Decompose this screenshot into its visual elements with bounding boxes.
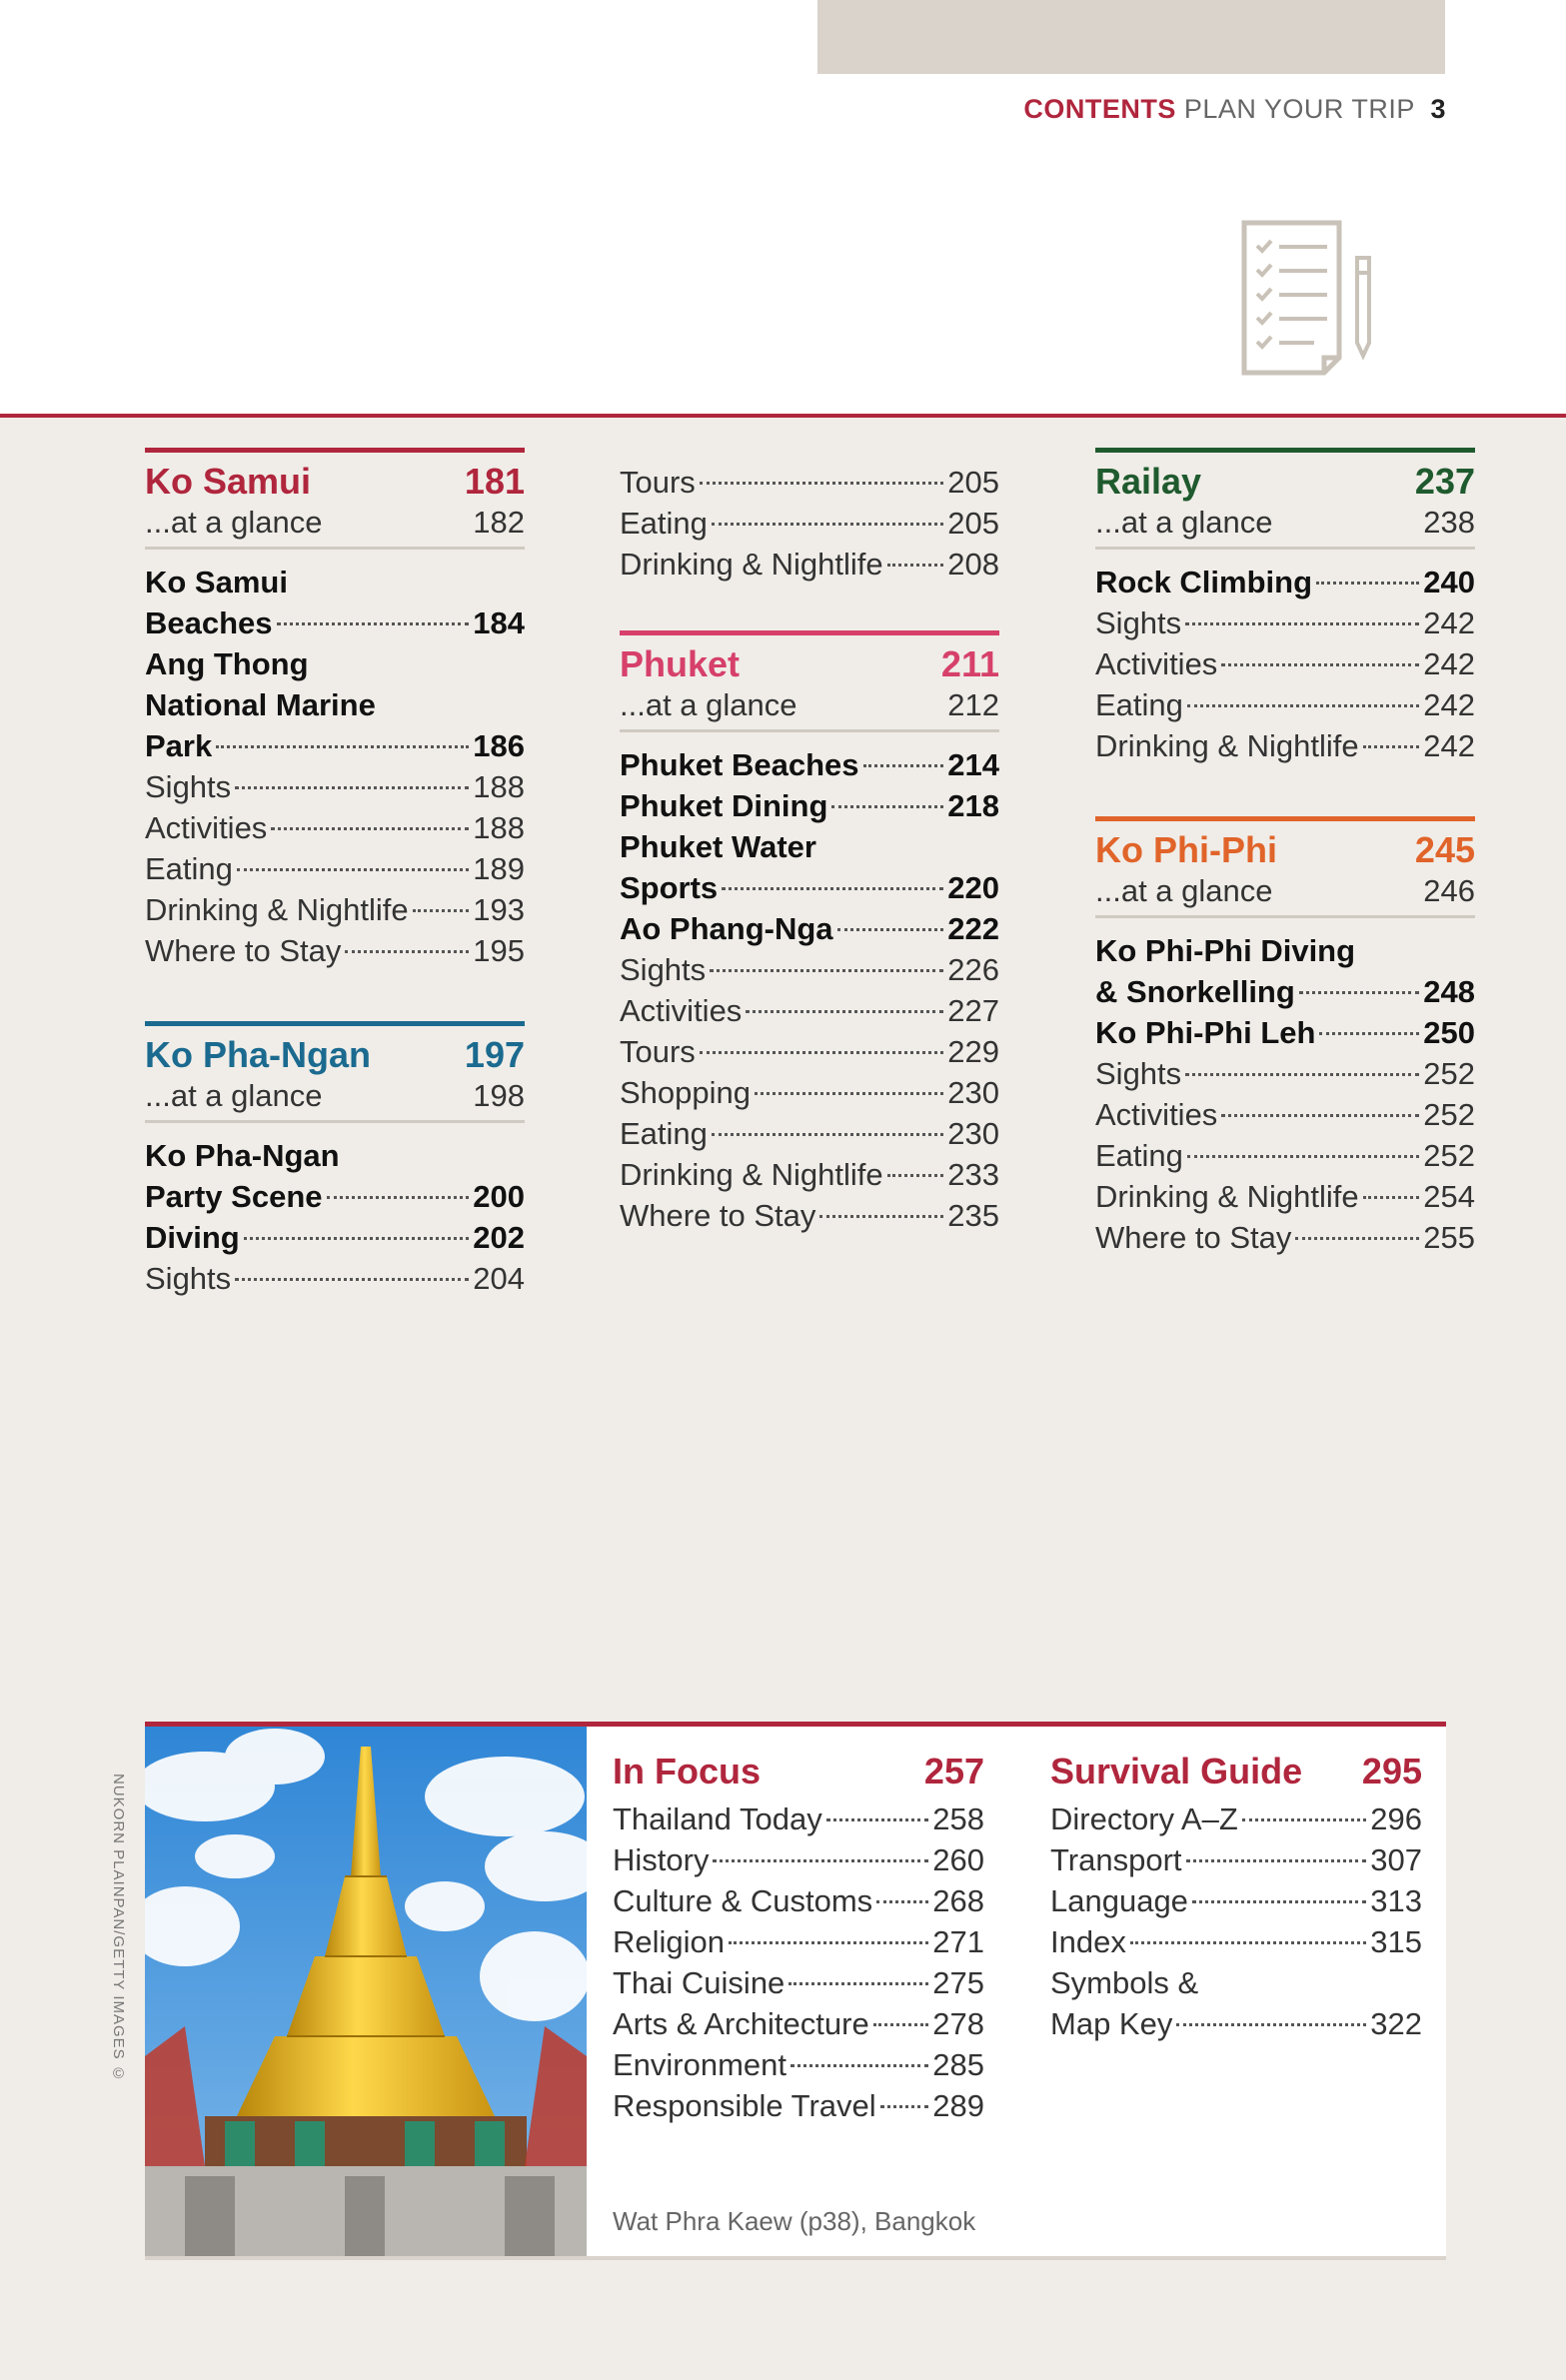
toc-entry[interactable] [620,544,999,585]
section-ko-pha-ngan [145,1021,525,1299]
entry-label: Eating [620,1116,708,1151]
section-railay [1095,448,1475,766]
entry-page: 258 [932,1801,984,1836]
entry-page: 296 [1370,1801,1422,1836]
entry-page: 208 [947,547,999,582]
toc-entry-feature[interactable] [145,643,525,766]
entry-page: 189 [473,851,525,886]
entry-label: Activities [145,810,268,845]
entry-page: 193 [473,892,525,927]
glance-label: ...at a glance [1095,505,1273,540]
entry-page: 200 [473,1179,525,1214]
toc-entry[interactable] [1095,602,1475,643]
section-heading[interactable] [1050,1741,1422,1792]
entry-label-line1: Ko Pha-Ngan [145,1138,340,1173]
entry-page: 250 [1423,1015,1475,1050]
photo-credit: NUKORN PLAINPAN/GETTY IMAGES © [110,1774,127,2083]
entry-label: Index [1050,1924,1126,1959]
entry-page: 202 [473,1220,525,1255]
entry-label: History [613,1842,710,1877]
section-title: Phuket [620,643,741,684]
toc-entry[interactable] [1095,1053,1475,1094]
toc-entry[interactable] [1050,1798,1422,1839]
entry-label: Sights [620,952,707,987]
entry-label: Activities [1095,1097,1218,1132]
entry-label: Where to Stay [1095,1220,1292,1255]
toc-entry-feature[interactable] [620,826,999,908]
entry-page: 254 [1423,1179,1475,1214]
at-a-glance-entry[interactable] [145,1076,525,1123]
entry-page: 204 [473,1261,525,1296]
header-rule [0,414,1566,418]
section-phuket [620,630,999,1236]
section-ko-phi-phi [1095,816,1475,1258]
section-title: Railay [1095,461,1202,502]
entry-page: 227 [947,993,999,1028]
entry-page: 240 [1423,565,1475,599]
toc-entry[interactable] [145,930,525,971]
entry-label: Map Key [1050,2006,1173,2041]
entry-page: 195 [473,933,525,968]
glance-label: ...at a glance [145,1078,323,1113]
section-page: 197 [464,1034,525,1075]
toc-entry[interactable] [620,462,999,503]
section-page: 211 [940,643,999,684]
entry-label: Culture & Customs [613,1883,873,1918]
wat-phra-kaew-photo [145,1727,587,2256]
glance-page: 198 [473,1078,525,1113]
entry-page: 220 [947,870,999,905]
glance-page: 212 [947,687,999,722]
section-page: 237 [1414,461,1475,502]
toc-entry[interactable] [1050,1921,1422,1962]
entry-label: Park [145,728,213,763]
toc-entry[interactable] [613,1798,984,1839]
section-page: 257 [923,1751,984,1791]
entry-label: Responsible Travel [613,2088,876,2123]
entry-label-line1: Ko Samui [145,565,288,599]
entry-label: Shopping [620,1075,752,1110]
section-page: 181 [464,461,525,502]
entry-label: Ao Phang-Nga [620,911,833,946]
section-title: Survival Guide [1050,1751,1303,1791]
entry-page: 285 [932,2047,984,2082]
entry-page: 271 [932,1924,984,1959]
glance-page: 182 [473,505,525,540]
section-title: Ko Phi-Phi [1095,829,1277,870]
section-heading[interactable] [613,1741,984,1792]
in-focus-section [613,1741,984,2126]
running-head-section: PLAN YOUR TRIP [1183,94,1415,124]
entry-page: 230 [947,1116,999,1151]
entry-label: Where to Stay [145,933,342,968]
entry-label: Environment [613,2047,787,2082]
entry-page: 242 [1423,687,1475,722]
entry-label: Arts & Architecture [613,2006,869,2041]
glance-label: ...at a glance [1095,873,1273,908]
entry-label: Drinking & Nightlife [145,892,409,927]
running-head-contents: CONTENTS [1023,94,1176,124]
entry-label: Sights [1095,1056,1182,1091]
section-title: Ko Pha-Ngan [145,1034,372,1075]
survival-guide-section [1050,1741,1422,2044]
entry-label-line1: Symbols & [1050,1965,1199,2000]
toc-entry[interactable] [620,503,999,544]
entry-page: 252 [1423,1056,1475,1091]
entry-page: 226 [947,952,999,987]
entry-page: 322 [1370,2006,1422,2041]
entry-page: 222 [947,911,999,946]
entry-page: 184 [473,605,525,640]
entry-page: 289 [932,2088,984,2123]
toc-entry-feature[interactable] [620,744,999,785]
entry-label: Drinking & Nightlife [1095,1179,1359,1214]
section-heading[interactable] [620,630,999,685]
entry-page: 248 [1423,974,1475,1009]
entry-page: 275 [932,1965,984,2000]
toc-entry[interactable] [1050,1962,1422,2044]
entry-page: 242 [1423,646,1475,681]
entry-label: Where to Stay [620,1198,816,1233]
toc-entry[interactable] [1095,1176,1475,1217]
section-ko-pha-ngan-continued [620,462,999,585]
glance-label: ...at a glance [620,687,797,722]
entry-label: Phuket Beaches [620,747,859,782]
entry-label: Transport [1050,1842,1182,1877]
entry-label: Sights [1095,605,1182,640]
entry-page: 315 [1370,1924,1422,1959]
entry-label: Directory A–Z [1050,1801,1238,1836]
entry-page: 235 [947,1198,999,1233]
toc-entry[interactable] [145,766,525,807]
entry-page: 205 [947,465,999,500]
entry-label: Eating [1095,1138,1183,1173]
entry-page: 229 [947,1034,999,1069]
toc-entry-feature[interactable] [1095,562,1475,602]
section-heading[interactable] [1095,816,1475,871]
entry-label: Thailand Today [613,1801,822,1836]
entry-label: Party Scene [145,1179,323,1214]
at-a-glance-entry[interactable] [620,685,999,732]
entry-page: 278 [932,2006,984,2041]
entry-label: Diving [145,1220,240,1255]
running-head [1023,94,1446,125]
page-number: 3 [1430,94,1446,124]
entry-page: 260 [932,1842,984,1877]
section-heading[interactable] [145,448,525,503]
toc-entry[interactable] [1095,1217,1475,1258]
entry-label: Drinking & Nightlife [1095,728,1359,763]
entry-page: 188 [473,769,525,804]
entry-page: 186 [473,728,525,763]
glance-page: 246 [1423,873,1475,908]
entry-page: 252 [1423,1138,1475,1173]
entry-page: 268 [932,1883,984,1918]
toc-entry-feature[interactable] [145,562,525,643]
header-tab [817,0,1445,74]
toc-column-2 [620,462,999,1286]
toc-column-3 [1095,448,1475,1308]
glance-label: ...at a glance [145,505,323,540]
entry-label: Tours [620,1034,696,1069]
toc-entry[interactable] [613,1880,984,1921]
entry-page: 252 [1423,1097,1475,1132]
entry-label-line1: Ko Phi-Phi Diving [1095,933,1356,968]
toc-entry[interactable] [613,1839,984,1880]
entry-label: Drinking & Nightlife [620,547,883,582]
at-a-glance-entry[interactable] [1095,871,1475,918]
section-heading[interactable] [145,1021,525,1076]
section-page: 295 [1361,1751,1422,1791]
toc-entry[interactable] [620,1154,999,1195]
toc-entry-feature[interactable] [1095,1012,1475,1053]
entry-label: Tours [620,465,696,500]
toc-entry[interactable] [1095,725,1475,766]
checklist-icon [1239,218,1379,378]
toc-entry[interactable] [145,848,525,889]
toc-entry[interactable] [1050,1880,1422,1921]
entry-label: Rock Climbing [1095,565,1313,599]
entry-label: Language [1050,1883,1188,1918]
bottom-panel [145,1727,1446,2260]
toc-entry[interactable] [613,2003,984,2044]
entry-label: Beaches [145,605,273,640]
entry-label: Eating [1095,687,1183,722]
toc-entry[interactable] [620,990,999,1031]
section-ko-samui [145,448,525,971]
toc-entry[interactable] [1095,1135,1475,1176]
entry-page: 242 [1423,728,1475,763]
toc-entry[interactable] [620,1031,999,1072]
entry-label: Religion [613,1924,726,1959]
toc-entry[interactable] [620,1072,999,1113]
entry-label: Thai Cuisine [613,1965,785,2000]
toc-entry[interactable] [613,2044,984,2085]
entry-page: 205 [947,506,999,541]
toc-entry[interactable] [145,1258,525,1299]
entry-label: Ko Phi-Phi Leh [1095,1015,1316,1050]
toc-entry[interactable] [613,1962,984,2003]
toc-entry[interactable] [1095,684,1475,725]
entry-label: Drinking & Nightlife [620,1157,883,1192]
toc-entry[interactable] [620,1113,999,1154]
entry-label-line2: National Marine [145,687,376,722]
section-title: In Focus [613,1751,762,1791]
glance-page: 238 [1423,505,1475,540]
toc-entry-feature[interactable] [620,908,999,949]
section-page: 245 [1414,829,1475,870]
toc-entry[interactable] [620,1195,999,1236]
toc-entry[interactable] [613,1921,984,1962]
entry-page: 188 [473,810,525,845]
toc-entry[interactable] [620,949,999,990]
entry-page: 313 [1370,1883,1422,1918]
entry-page: 255 [1423,1220,1475,1255]
toc-entry[interactable] [1050,1839,1422,1880]
toc-entry[interactable] [145,807,525,848]
toc-entry[interactable] [613,2085,984,2126]
at-a-glance-entry[interactable] [1095,503,1475,550]
toc-entry-feature[interactable] [620,785,999,826]
entry-page: 242 [1423,605,1475,640]
section-title: Ko Samui [145,461,312,502]
toc-entry-feature[interactable] [1095,930,1475,1012]
entry-label: Sights [145,769,232,804]
at-a-glance-entry[interactable] [145,503,525,550]
entry-label: Sights [145,1261,232,1296]
entry-label: Activities [620,993,743,1028]
entry-label: & Snorkelling [1095,974,1295,1009]
entry-page: 214 [947,747,999,782]
entry-label: Activities [1095,646,1218,681]
entry-label: Sports [620,870,719,905]
entry-page: 233 [947,1157,999,1192]
entry-label-line1: Ang Thong [145,646,309,681]
toc-entry[interactable] [1095,1094,1475,1135]
entry-label: Phuket Dining [620,788,828,823]
entry-label: Eating [620,506,708,541]
entry-label-line1: Phuket Water [620,829,816,864]
toc-entry-feature[interactable] [145,1135,525,1217]
photo-caption: Wat Phra Kaew (p38), Bangkok [613,2206,976,2236]
entry-page: 230 [947,1075,999,1110]
entry-label: Eating [145,851,233,886]
toc-entry-feature[interactable] [145,1217,525,1258]
entry-page: 218 [947,788,999,823]
toc-entry[interactable] [1095,643,1475,684]
section-heading[interactable] [1095,448,1475,503]
toc-column-1 [145,448,525,1349]
toc-entry[interactable] [145,889,525,930]
entry-page: 307 [1370,1842,1422,1877]
